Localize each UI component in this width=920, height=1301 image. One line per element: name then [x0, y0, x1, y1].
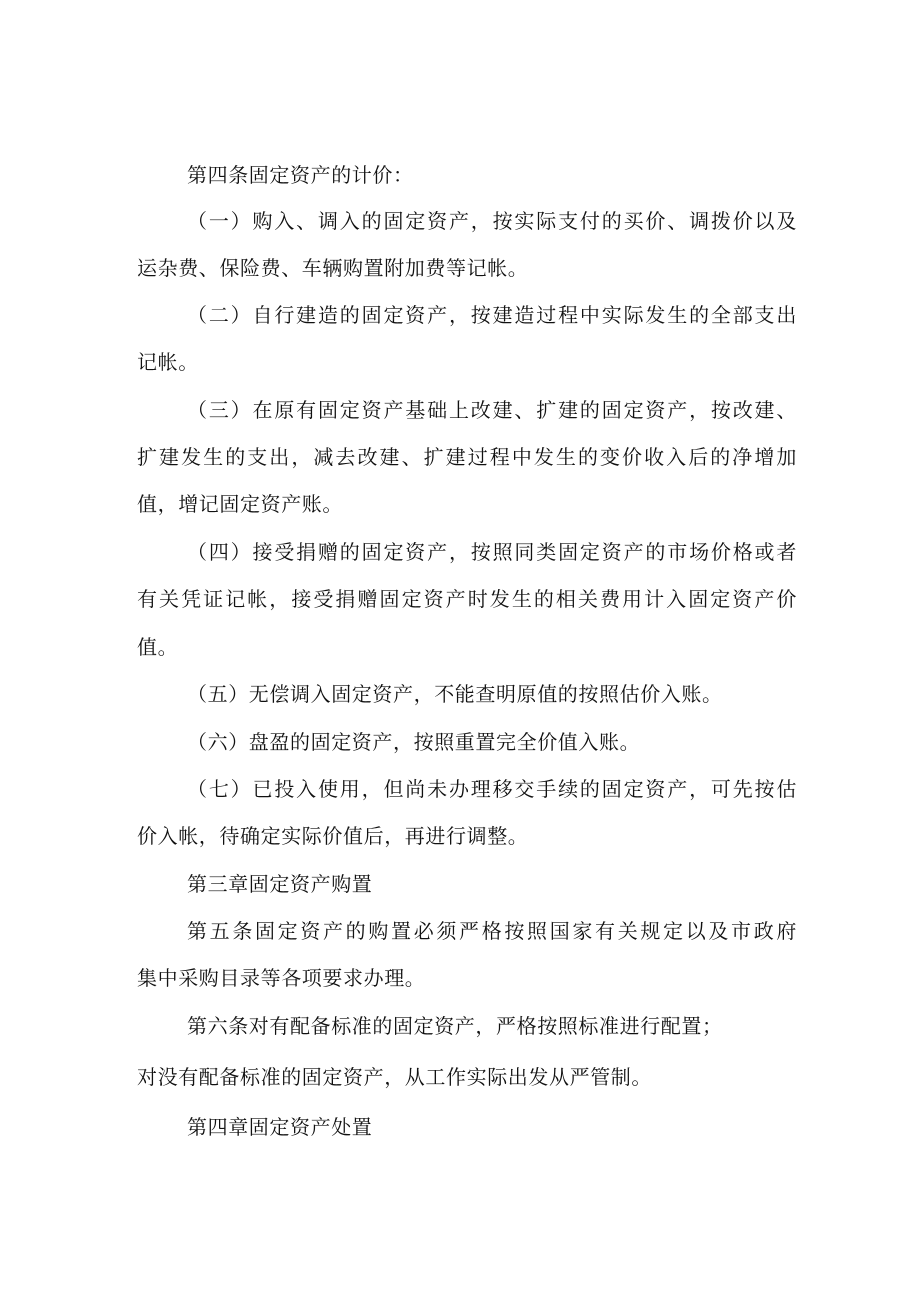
item-1-line-2: 运杂费、保险费、车辆购置附加费等记帐。 [137, 256, 529, 280]
item-4-line-3: 值。 [137, 635, 179, 659]
item-3-line-3: 值，增记固定资产账。 [137, 492, 343, 516]
article-5-line-2: 集中采购目录等各项要求办理。 [137, 966, 426, 990]
chapter-4-heading: 第四章固定资产处置 [187, 1115, 373, 1139]
article-6-line-2: 对没有配备标准的固定资产，从工作实际出发从严管制。 [137, 1065, 652, 1089]
item-3-line-1: （三）在原有固定资产基础上改建、扩建的固定资产，按改建、 [187, 398, 797, 422]
item-7-line-1: （七）已投入使用，但尚未办理移交手续的固定资产，可先按估 [187, 777, 797, 801]
article-5-line-1: 第五条固定资产的购置必须严格按照国家有关规定以及市政府 [187, 919, 797, 943]
item-6-line: （六）盘盈的固定资产，按照重置完全价值入账。 [187, 730, 641, 754]
item-2-line-2: 记帐。 [137, 350, 199, 374]
item-4-line-1: （四）接受捐赠的固定资产，按照同类固定资产的市场价格或者 [187, 540, 797, 564]
item-2-line-1: （二）自行建造的固定资产，按建造过程中实际发生的全部支出 [187, 303, 797, 327]
item-1-line-1: （一）购入、调入的固定资产，按实际支付的买价、调拨价以及 [187, 209, 797, 233]
article-4-heading: 第四条固定资产的计价： [187, 163, 414, 187]
article-6-line-1: 第六条对有配备标准的固定资产，严格按照标准进行配置； [187, 1014, 723, 1038]
chapter-3-heading: 第三章固定资产购置 [187, 872, 373, 896]
item-7-line-2: 价入帐，待确定实际价值后，再进行调整。 [137, 824, 529, 848]
item-4-line-2: 有关凭证记帐，接受捐赠固定资产时发生的相关费用计入固定资产价 [137, 587, 797, 611]
item-3-line-2: 扩建发生的支出，减去改建、扩建过程中发生的变价收入后的净增加 [137, 445, 797, 469]
item-5-line: （五）无偿调入固定资产，不能查明原值的按照估价入账。 [187, 682, 723, 706]
